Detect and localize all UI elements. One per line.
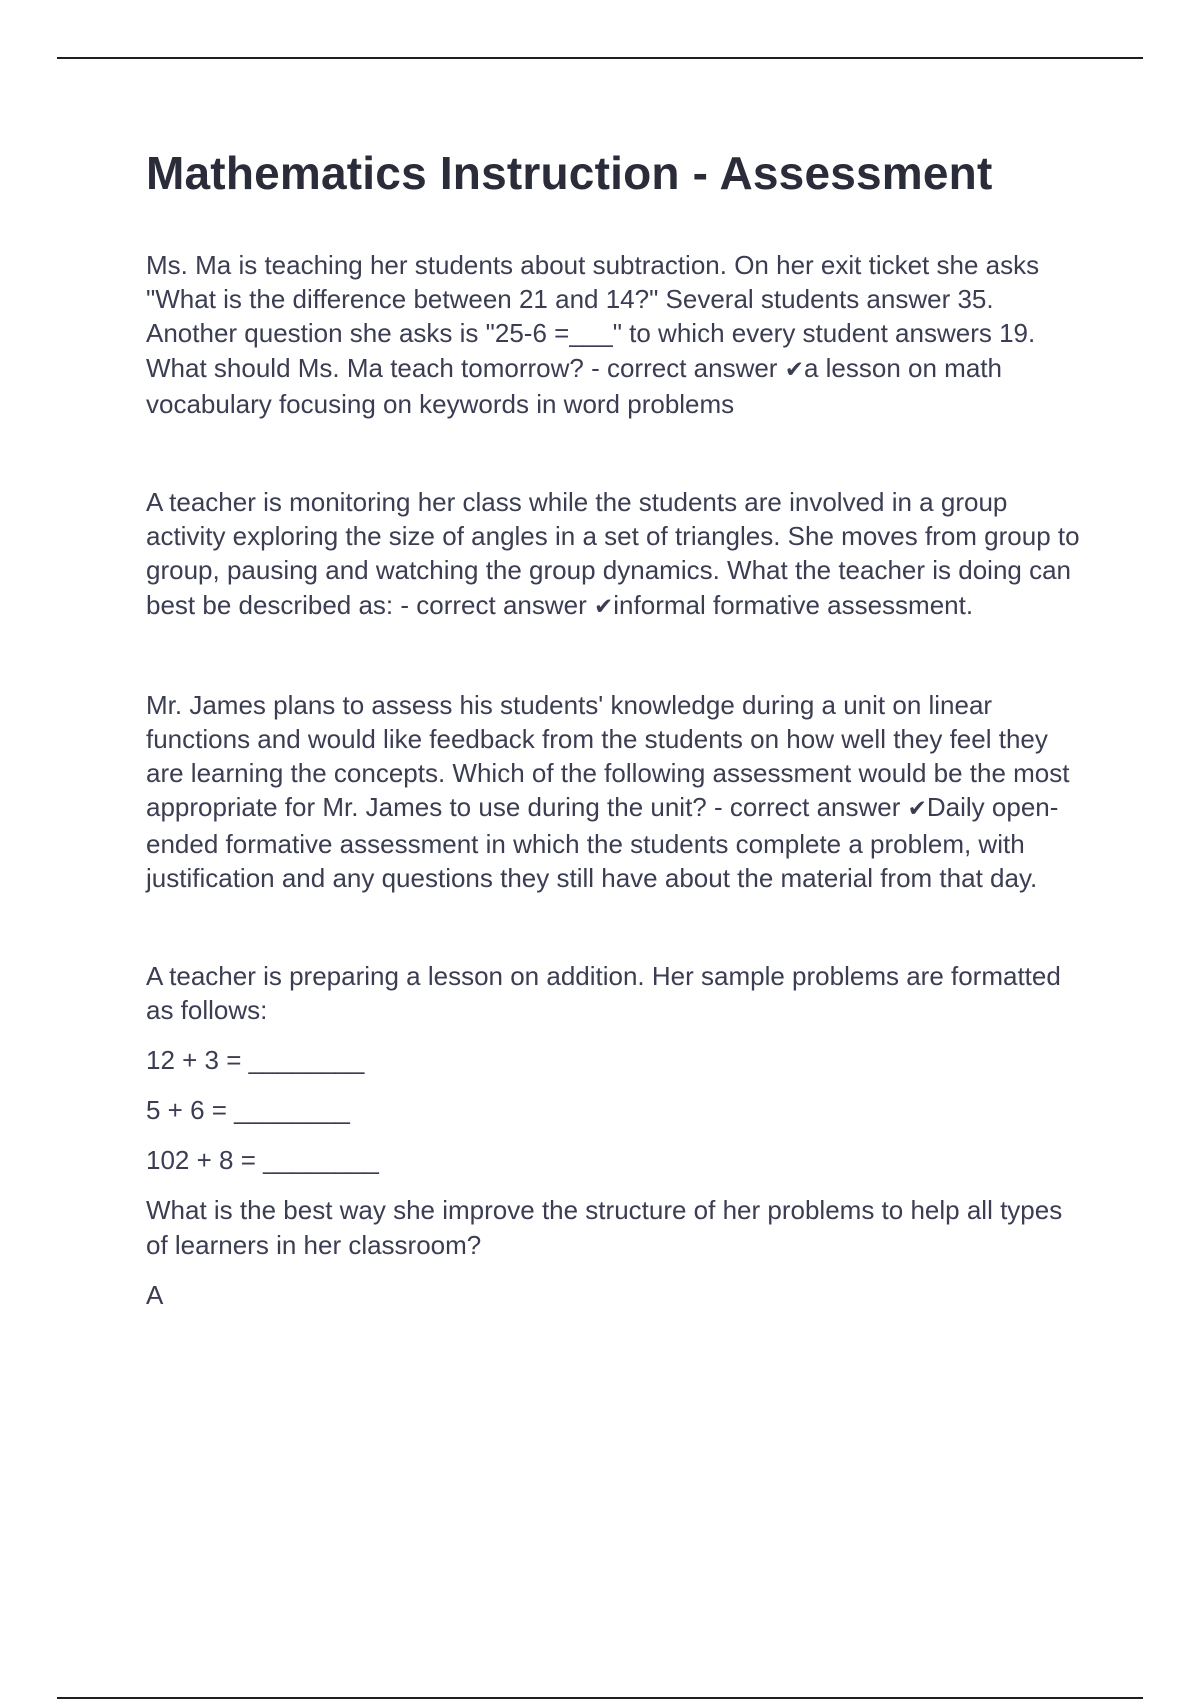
sample-problem-2: 5 + 6 = ________ bbox=[146, 1095, 350, 1126]
question-block-2 bbox=[146, 485, 1086, 624]
question-text: A teacher is monitoring her class while the students are involved in a group activity exploring the size of angles in a set of triangles. She moves from group to group, pausing and watching the group dynamics. What the teacher is doing can best be described as: bbox=[146, 487, 1080, 620]
question-block-1 bbox=[146, 248, 1086, 421]
question-text: Ms. Ma is teaching her students about subtraction. On her exit ticket she asks "What is the difference between 21 and 14?" Several students answer 35. Another question she asks is "25-6 =___" to which every student answers 19. What should Ms. Ma teach tomorrow? bbox=[146, 250, 1040, 383]
document-body bbox=[146, 140, 1086, 1312]
question-block-4 bbox=[146, 959, 1086, 1312]
check-icon: ✔ bbox=[784, 356, 804, 383]
bottom-rule bbox=[57, 1697, 1143, 1699]
top-rule bbox=[57, 57, 1143, 59]
question-prompt: What is the best way she improve the structure of her problems to help all types of learners in her classroom? bbox=[146, 1195, 1063, 1260]
check-icon: ✔ bbox=[594, 593, 614, 620]
sample-problem-1: 12 + 3 = ________ bbox=[146, 1045, 365, 1076]
answer-marker: - correct answer bbox=[714, 792, 908, 823]
question-block-3 bbox=[146, 688, 1086, 895]
answer-text: a lesson on math vocabulary focusing on keywords in word problems bbox=[146, 352, 1002, 419]
answer-text: informal formative assessment. bbox=[613, 589, 974, 620]
check-icon: ✔ bbox=[907, 796, 927, 823]
answer-marker: - correct answer bbox=[591, 352, 785, 383]
sample-problem-3: 102 + 8 = ________ bbox=[146, 1145, 379, 1176]
answer-text: Daily open-ended formative assessment in which the students complete a problem, with justification and any questions they still have about the material from that day. bbox=[146, 792, 1059, 893]
question-intro: A teacher is preparing a lesson on addition. Her sample problems are formatted as follows: bbox=[146, 961, 1061, 1026]
answer-choice-label: A bbox=[146, 1279, 164, 1310]
document-title: Mathematics Instruction - Assessment bbox=[146, 147, 993, 199]
question-text: Mr. James plans to assess his students' knowledge during a unit on linear functions and would like feedback from the students on how well they feel they are learning the concepts. Which of the following assessment would be the most appropriate for Mr. James to use during the unit? bbox=[146, 689, 1070, 823]
answer-marker: - correct answer bbox=[400, 589, 594, 620]
